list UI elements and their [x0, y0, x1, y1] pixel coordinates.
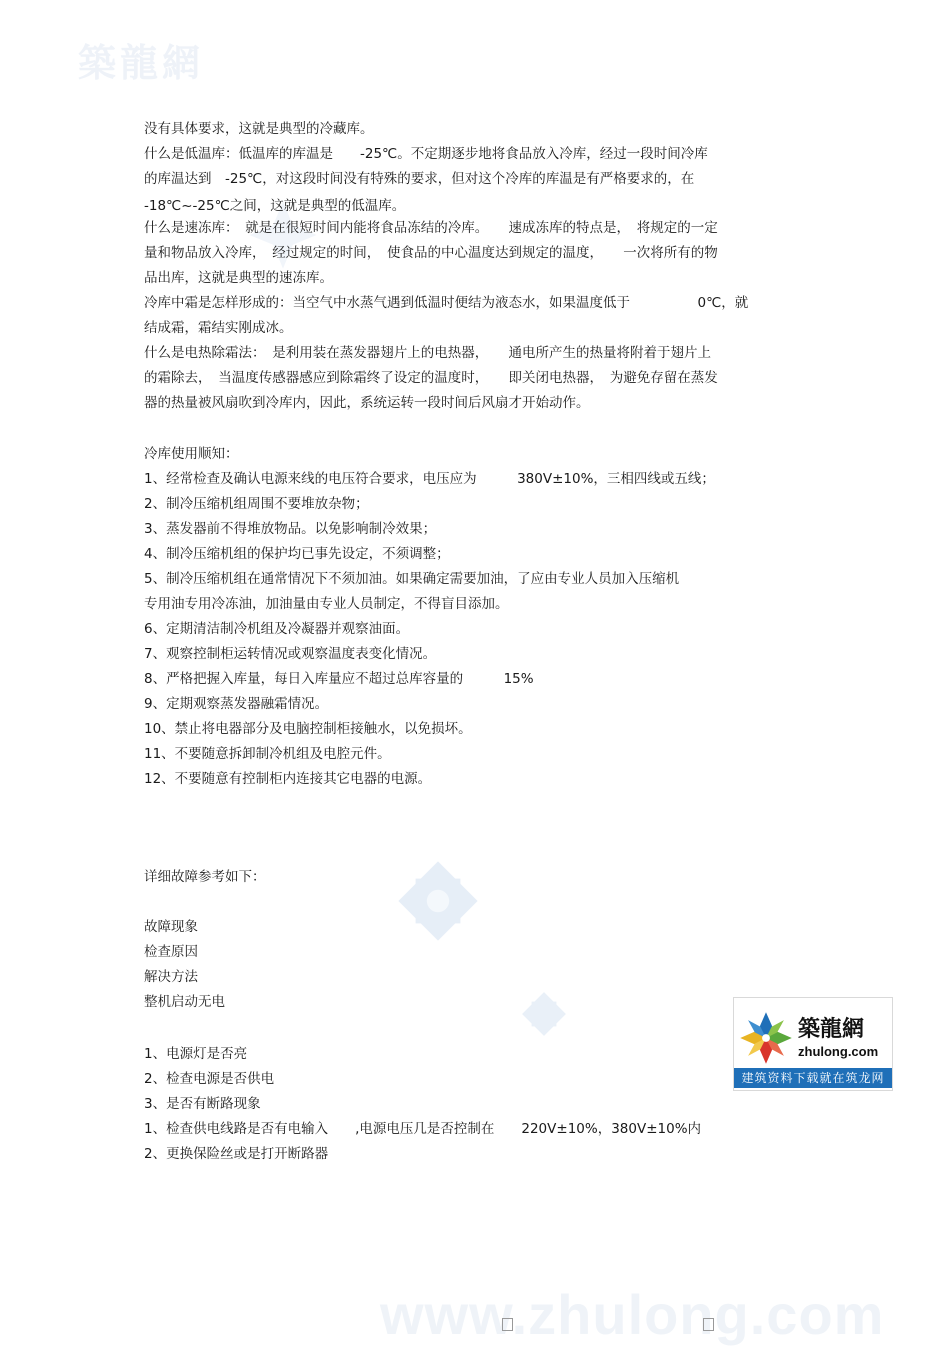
list-item: 5、制冷压缩机组在通常情况下不须加油。如果确定需要加油，了应由专业人员加入压缩机: [144, 571, 680, 587]
list-item: 2、制冷压缩机组周围不要堆放杂物；: [144, 496, 369, 512]
list-item: 10、禁止将电器部分及电脑控制柜接触水，以免损坏。: [144, 721, 472, 737]
text-line: 器的热量被风扇吹到冷库内，因此，系统运转一段时间后风扇才开始动作。: [144, 395, 590, 411]
text-line: 的库温达到 -25℃，对这段时间没有特殊的要求，但对这个冷库的库温是有严格要求的，在: [144, 171, 695, 187]
text-line: 冷库中霜是怎样形成的：当空气中水蒸气遇到低温时便结为液态水，如果温度低于 0℃，就: [144, 295, 749, 311]
text-line: 没有具体要求，这就是典型的冷藏库。: [144, 121, 374, 137]
zhulong-flower-icon: [738, 1010, 794, 1066]
list-item: 8、严格把握入库量，每日入库量应不超过总库容量的 15%: [144, 671, 534, 687]
list-item: 12、不要随意有控制柜内连接其它电器的电源。: [144, 771, 432, 787]
list-item: 9、定期观察蒸发器融霜情况。: [144, 696, 329, 712]
text-line: 整机启动无电: [144, 994, 225, 1010]
text-line: 什么是速冻库： 就是在很短时间内能将食品冻结的冷库。 速成冻库的特点是， 将规定的一定: [144, 220, 718, 236]
list-item: 1、经常检查及确认电源来线的电压符合要求，电压应为 380V±10%，三相四线或五线；: [144, 471, 715, 487]
text-line: 故障现象: [144, 919, 198, 935]
list-item: 2、更换保险丝或是打开断路器: [144, 1146, 329, 1162]
list-item: 1、检查供电线路是否有电输入 ,电源电压几是否控制在 220V±10%，380V±10%内: [144, 1121, 702, 1137]
text-line: 什么是电热除霜法： 是利用装在蒸发器翅片上的电热器， 通电所产生的热量将附着于翅片上: [144, 345, 711, 361]
list-item: 11、不要随意拆卸制冷机组及电腔元件。: [144, 746, 391, 762]
watermark-top: 築龍網: [78, 40, 205, 85]
list-item: 7、观察控制柜运转情况或观察温度表变化情况。: [144, 646, 437, 662]
footer-box-icon: [502, 1318, 513, 1331]
section-heading: 详细故障参考如下：: [144, 869, 266, 885]
text-line: 量和物品放入冷库， 经过规定的时间， 使食品的中心温度达到规定的温度， 一次将所有的物: [144, 245, 718, 261]
logo-name-en: zhulong.com: [798, 1044, 879, 1059]
text-line: 品出库，这就是典型的速冻库。: [144, 270, 333, 286]
list-item: 专用油专用冷冻油，加油量由专业人员制定，不得盲目添加。: [144, 596, 509, 612]
list-item: 4、制冷压缩机组的保护均已事先设定，不须调整；: [144, 546, 450, 562]
watermark-flower-icon: [513, 983, 575, 1045]
zhulong-logo: [733, 997, 893, 1091]
text-line: 检查原因: [144, 944, 198, 960]
watermark-bottom: www.zhulong.com: [380, 1283, 885, 1346]
list-item: 2、检查电源是否供电: [144, 1071, 275, 1087]
text-line: 结成霜，霜结实刚成冰。: [144, 320, 293, 336]
section-heading: 冷库使用顺知：: [144, 446, 239, 462]
watermark-flower-icon: [382, 845, 494, 957]
list-item: 6、定期清洁制冷机组及冷凝器并观察油面。: [144, 621, 410, 637]
list-item: 3、蒸发器前不得堆放物品。以免影响制冷效果；: [144, 521, 437, 537]
logo-name-cn: 築龍網: [798, 1016, 865, 1042]
text-line: -18℃~-25℃之间，这就是典型的低温库。: [144, 198, 406, 214]
text-line: 的霜除去， 当温度传感器感应到除霜终了设定的温度时， 即关闭电热器， 为避免存留在蒸发: [144, 370, 718, 386]
text-line: 什么是低温库：低温库的库温是 -25℃。不定期逐步地将食品放入冷库，经过一段时间冷库: [144, 146, 708, 162]
logo-slogan: 建筑资料下载就在筑龙网: [734, 1068, 892, 1088]
footer-box-icon: [703, 1318, 714, 1331]
list-item: 3、是否有断路现象: [144, 1096, 261, 1112]
text-line: 解决方法: [144, 969, 198, 985]
list-item: 1、电源灯是否亮: [144, 1046, 248, 1062]
